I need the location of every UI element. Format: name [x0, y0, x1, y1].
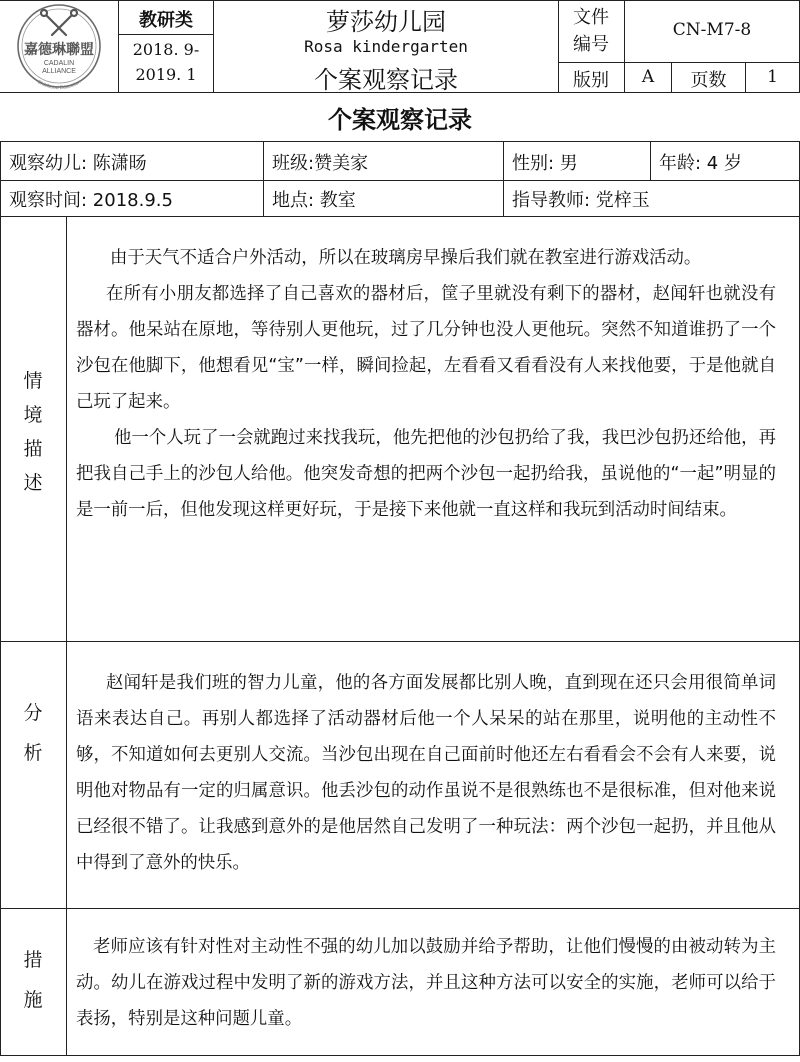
- situation-paragraph: 他一个人玩了一会就跑过来找我玩，他先把他的沙包扔给了我，我巴沙包扔还给他，再把我自己手上的沙包人给他。他突发奇想的把两个沙包一起扔给我，虽说他的“一起”明显的是一前一后，但他发现这样更好玩，于是接下来他就一直这样和我玩到活动时间结束。: [76, 428, 776, 520]
- pages-value: 1: [767, 67, 778, 87]
- analysis-text: [76, 665, 776, 881]
- gender-field: 性别: 男: [512, 153, 578, 174]
- analysis-label: 分 析: [23, 702, 43, 764]
- file-number-value: CN-M7-8: [672, 20, 752, 40]
- category-label: 教研类: [139, 10, 193, 31]
- age-field: 年龄: 4 岁: [659, 153, 742, 174]
- child-name-field: 观察幼儿: 陈潇旸: [9, 153, 147, 174]
- location-field: 地点: 教室: [272, 190, 356, 211]
- observation-time-field: 观察时间: 2018.9.5: [9, 190, 173, 211]
- version-label: 版别: [573, 70, 609, 91]
- logo-main-text: 嘉德琳聯盟: [24, 42, 94, 58]
- file-number-label: 文件 编号: [573, 7, 609, 55]
- school-name-cn: 萝莎幼儿园: [326, 8, 446, 36]
- alliance-logo: [6, 2, 112, 90]
- svg-text:Childhood Education: Childhood Education: [36, 79, 82, 90]
- situation-text: [76, 240, 776, 528]
- measures-paragraph: 老师应该有针对性对主动性不强的幼儿加以鼓励并给予帮助，让他们慢慢的由被动转为主动。幼儿在游戏过程中发明了新的游戏方法，并且这种方法可以安全的实施，老师可以给于表扬，特别是这种问题儿童。: [76, 937, 776, 1029]
- analysis-paragraph: 赵闻轩是我们班的智力儿童，他的各方面发展都比别人晚，直到现在还只会用很简单词语来表达自己。再别人都选择了活动器材后他一个人呆呆的站在那里，说明他的主动性不够，不知道如何去更别人交流。当沙包出现在自己面前时他还左右看看会不会有人来要，说明他对物品有一定的归属意识。他丢沙包的动作虽说不是很熟练也不是很标准，但对他来说已经很不错了。让我感到意外的是他居然自己发明了一种玩法：两个沙包一起扔，并且他从中得到了意外的快乐。: [76, 673, 776, 873]
- svg-text:ALLIANCE: ALLIANCE: [42, 68, 76, 75]
- situation-paragraph: 由于天气不适合户外活动，所以在玻璃房早操后我们就在教室进行游戏活动。: [110, 248, 702, 268]
- date-range-end: 2019. 1: [135, 65, 197, 84]
- main-title: 个案观察记录: [328, 106, 472, 134]
- document-title: 个案观察记录: [314, 66, 458, 94]
- version-value: A: [641, 67, 655, 87]
- pages-label: 页数: [690, 70, 727, 91]
- situation-label: 情 境 描 述: [23, 370, 43, 494]
- situation-paragraph: 在所有小朋友都选择了自己喜欢的器材后，筐子里就没有剩下的器材，赵闻轩也就没有器材。他呆站在原地，等待别人更他玩，过了几分钟也没人更他玩。突然不知道谁扔了一个沙包在他脚下，他想看见“宝”一样，瞬间捡起，左看看又看看没有人来找他要，于是他就自己玩了起来。: [76, 284, 776, 412]
- instructor-field: 指导教师: 党梓玉: [512, 190, 650, 211]
- svg-text:CADALIN: CADALIN: [43, 60, 75, 67]
- date-range-start: 2018. 9-: [132, 40, 200, 59]
- class-field: 班级:赞美家: [272, 153, 369, 174]
- measures-text: [76, 929, 776, 1037]
- measures-label: 措 施: [23, 949, 43, 1011]
- school-name-en: Rosa kindergarten: [304, 37, 468, 56]
